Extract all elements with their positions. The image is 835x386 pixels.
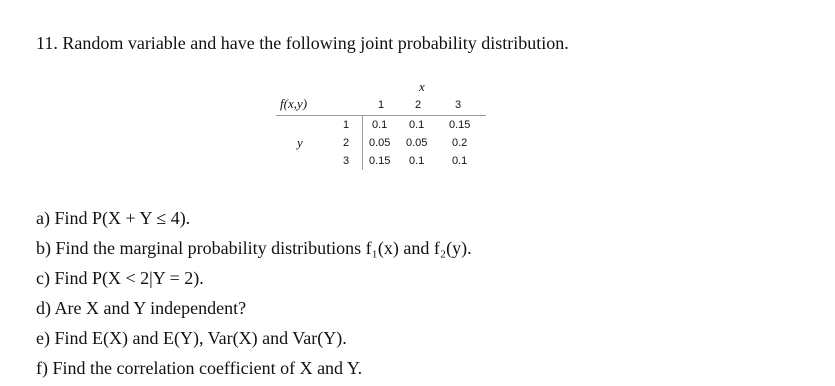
- y-header-3: 3: [343, 155, 350, 167]
- question-c: c) Find P(X < 2|Y = 2).: [36, 268, 204, 288]
- x-header-1: 1: [378, 99, 385, 111]
- problem-title: 11. Random variable and have the following joint probability distribution.: [36, 33, 569, 53]
- table-cell: 0.15: [449, 119, 471, 131]
- table-cell: 0.1: [452, 155, 468, 167]
- table-cell: 0.15: [369, 155, 391, 167]
- table-cell: 0.1: [409, 155, 425, 167]
- x-header-3: 3: [455, 99, 462, 111]
- table-cell: 0.05: [369, 137, 391, 149]
- header-divider: [276, 115, 486, 116]
- question-a: a) Find P(X + Y ≤ 4).: [36, 208, 191, 228]
- table-cell: 0.1: [372, 119, 388, 131]
- x-header-2: 2: [415, 99, 422, 111]
- y-header-2: 2: [343, 137, 350, 149]
- y-header-1: 1: [343, 119, 350, 131]
- joint-distribution-table: [276, 76, 486, 176]
- question-b: b) Find the marginal probability distributions f₁(x) and f₂(y).: [36, 238, 472, 258]
- question-f: f) Find the correlation coefficient of X and Y.: [36, 358, 363, 378]
- question-e: e) Find E(X) and E(Y), Var(X) and Var(Y).: [36, 328, 347, 348]
- table-cell: 0.05: [406, 137, 428, 149]
- question-d: d) Are X and Y independent?: [36, 298, 247, 318]
- row-header-divider: [362, 116, 363, 170]
- column-variable-label: x: [419, 79, 425, 94]
- table-cell: 0.1: [409, 119, 425, 131]
- corner-label: f(x,y): [280, 96, 308, 111]
- table-cell: 0.2: [452, 137, 468, 149]
- row-variable-label: y: [297, 135, 303, 150]
